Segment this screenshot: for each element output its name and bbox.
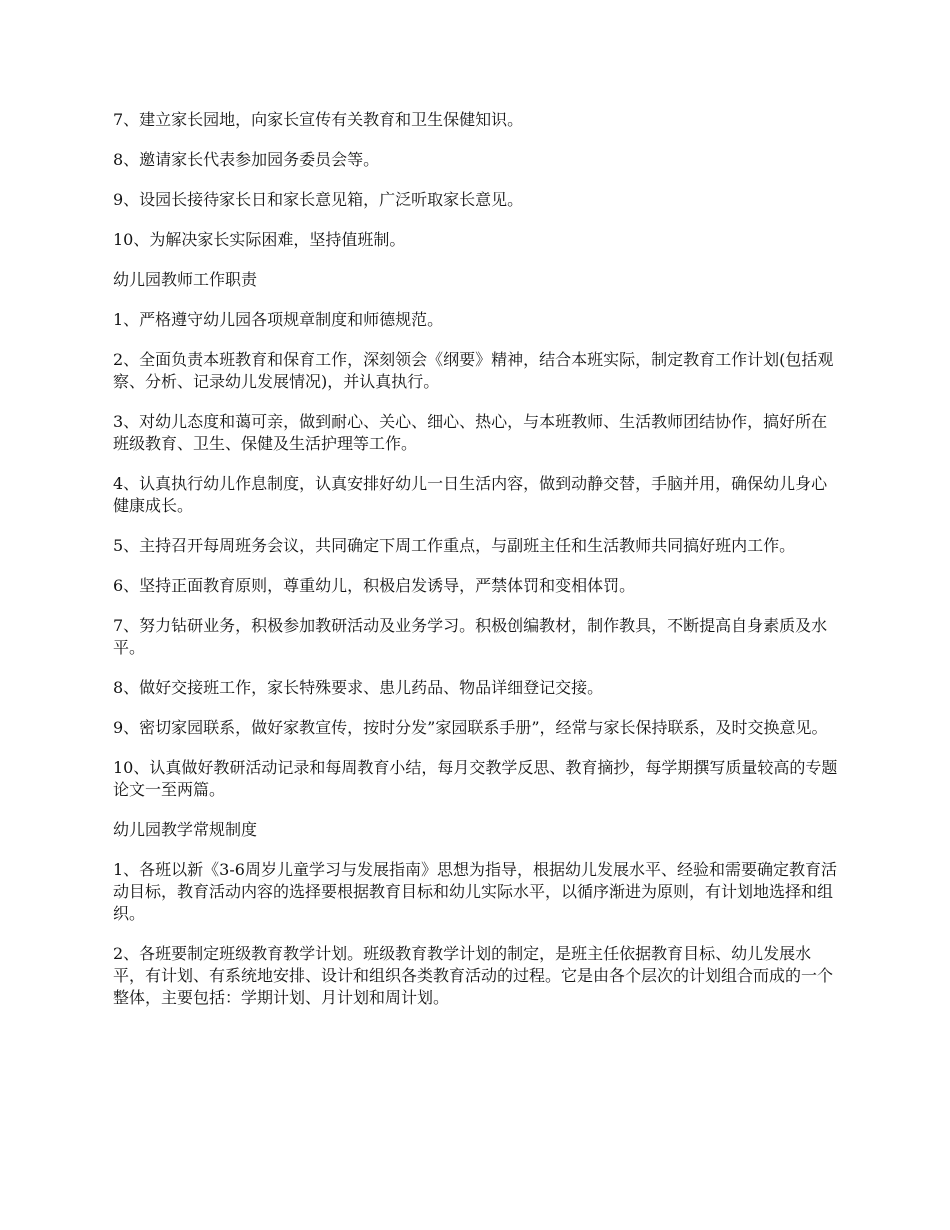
paragraph-duty-4: 4、认真执行幼儿作息制度，认真安排好幼儿一日生活内容，做到动静交替，手脑并用，确保幼儿身心健康成长。 bbox=[113, 474, 828, 515]
paragraph-duty-9: 9、密切家园联系，做好家教宣传，按时分发”家园联系手册”，经常与家长保持联系，及时交换意见。 bbox=[113, 718, 828, 737]
section-heading-teacher-duties: 幼儿园教师工作职责 bbox=[113, 270, 258, 289]
paragraph-duty-8: 8、做好交接班工作，家长特殊要求、患儿药品、物品详细登记交接。 bbox=[113, 678, 604, 697]
paragraph-parent-reception: 9、设园长接待家长日和家长意见箱，广泛听取家长意见。 bbox=[113, 190, 524, 209]
paragraph-rule-1: 1、各班以新《3-6周岁儿童学习与发展指南》思想为指导，根据幼儿发展水平、经验和需要确定教育活动目标，教育活动内容的选择要根据教育目标和幼儿实际水平，以循序渐进为原则，有计划地选择和组织。 bbox=[113, 860, 837, 923]
paragraph-parent-corner: 7、建立家长园地，向家长宣传有关教育和卫生保健知识。 bbox=[113, 110, 524, 129]
paragraph-duty-3: 3、对幼儿态度和蔼可亲，做到耐心、关心、细心、热心，与本班教师、生活教师团结协作，搞好所在班级教育、卫生、保健及生活护理等工作。 bbox=[113, 412, 828, 453]
paragraph-duty-5: 5、主持召开每周班务会议，共同确定下周工作重点，与副班主任和生活教师共同搞好班内工作。 bbox=[113, 536, 796, 555]
paragraph-duty-10: 10、认真做好教研活动记录和每周教育小结，每月交教学反思、教育摘抄，每学期撰写质量较高的专题论文一至两篇。 bbox=[113, 758, 838, 799]
paragraph-duty-6: 6、坚持正面教育原则，尊重幼儿，积极启发诱导，严禁体罚和变相体罚。 bbox=[113, 576, 636, 595]
document-page bbox=[113, 109, 840, 1027]
paragraph-parent-committee: 8、邀请家长代表参加园务委员会等。 bbox=[113, 150, 380, 169]
paragraph-duty-2: 2、全面负责本班教育和保育工作，深刻领会《纲要》精神，结合本班实际，制定教育工作计划(包括观察、分析、记录幼儿发展情况)，并认真执行。 bbox=[113, 350, 834, 391]
paragraph-duty-1: 1、严格遵守幼儿园各项规章制度和师德规范。 bbox=[113, 310, 444, 329]
section-heading-teaching-rules: 幼儿园教学常规制度 bbox=[113, 820, 258, 839]
paragraph-rule-2: 2、各班要制定班级教育教学计划。班级教育教学计划的制定，是班主任依据教育目标、幼儿发展水平，有计划、有系统地安排、设计和组织各类教育活动的过程。它是由各个层次的计划组合而成的一个整体，主要包括：学期计划、月计划和周计划。 bbox=[113, 944, 834, 1007]
paragraph-duty-system: 10、为解决家长实际困难，坚持值班制。 bbox=[113, 230, 406, 249]
paragraph-duty-7: 7、努力钻研业务，积极参加教研活动及业务学习。积极创编教材，制作教具，不断提高自身素质及水平。 bbox=[113, 616, 828, 657]
